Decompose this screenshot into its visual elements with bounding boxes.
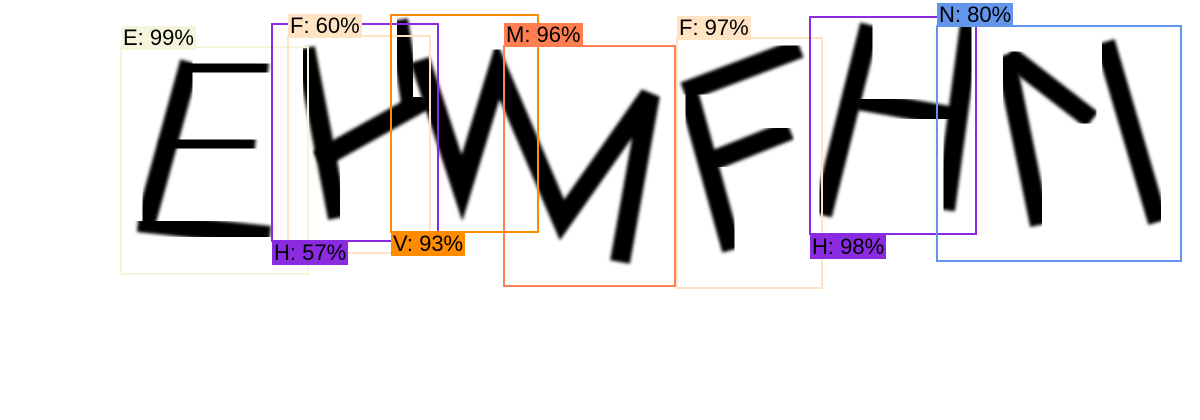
detection-label-M: M: 96%: [506, 22, 581, 47]
detection-label-F-1: F: 60%: [290, 13, 360, 38]
glyph-E: [138, 62, 270, 236]
detection-label-H-2: H: 98%: [812, 234, 885, 259]
glyph-H-2: [822, 25, 970, 215]
glyph-F: [684, 48, 800, 250]
detection-label-F-2: F: 97%: [679, 15, 749, 40]
glyph-N: [1005, 42, 1158, 225]
glyph-H-1: [305, 20, 425, 218]
detection-label-H-1: H: 57%: [274, 240, 347, 265]
detection-label-V: V: 93%: [393, 231, 464, 256]
detection-label-N: N: 80%: [939, 2, 1012, 27]
detection-label-E: E: 99%: [123, 25, 194, 50]
